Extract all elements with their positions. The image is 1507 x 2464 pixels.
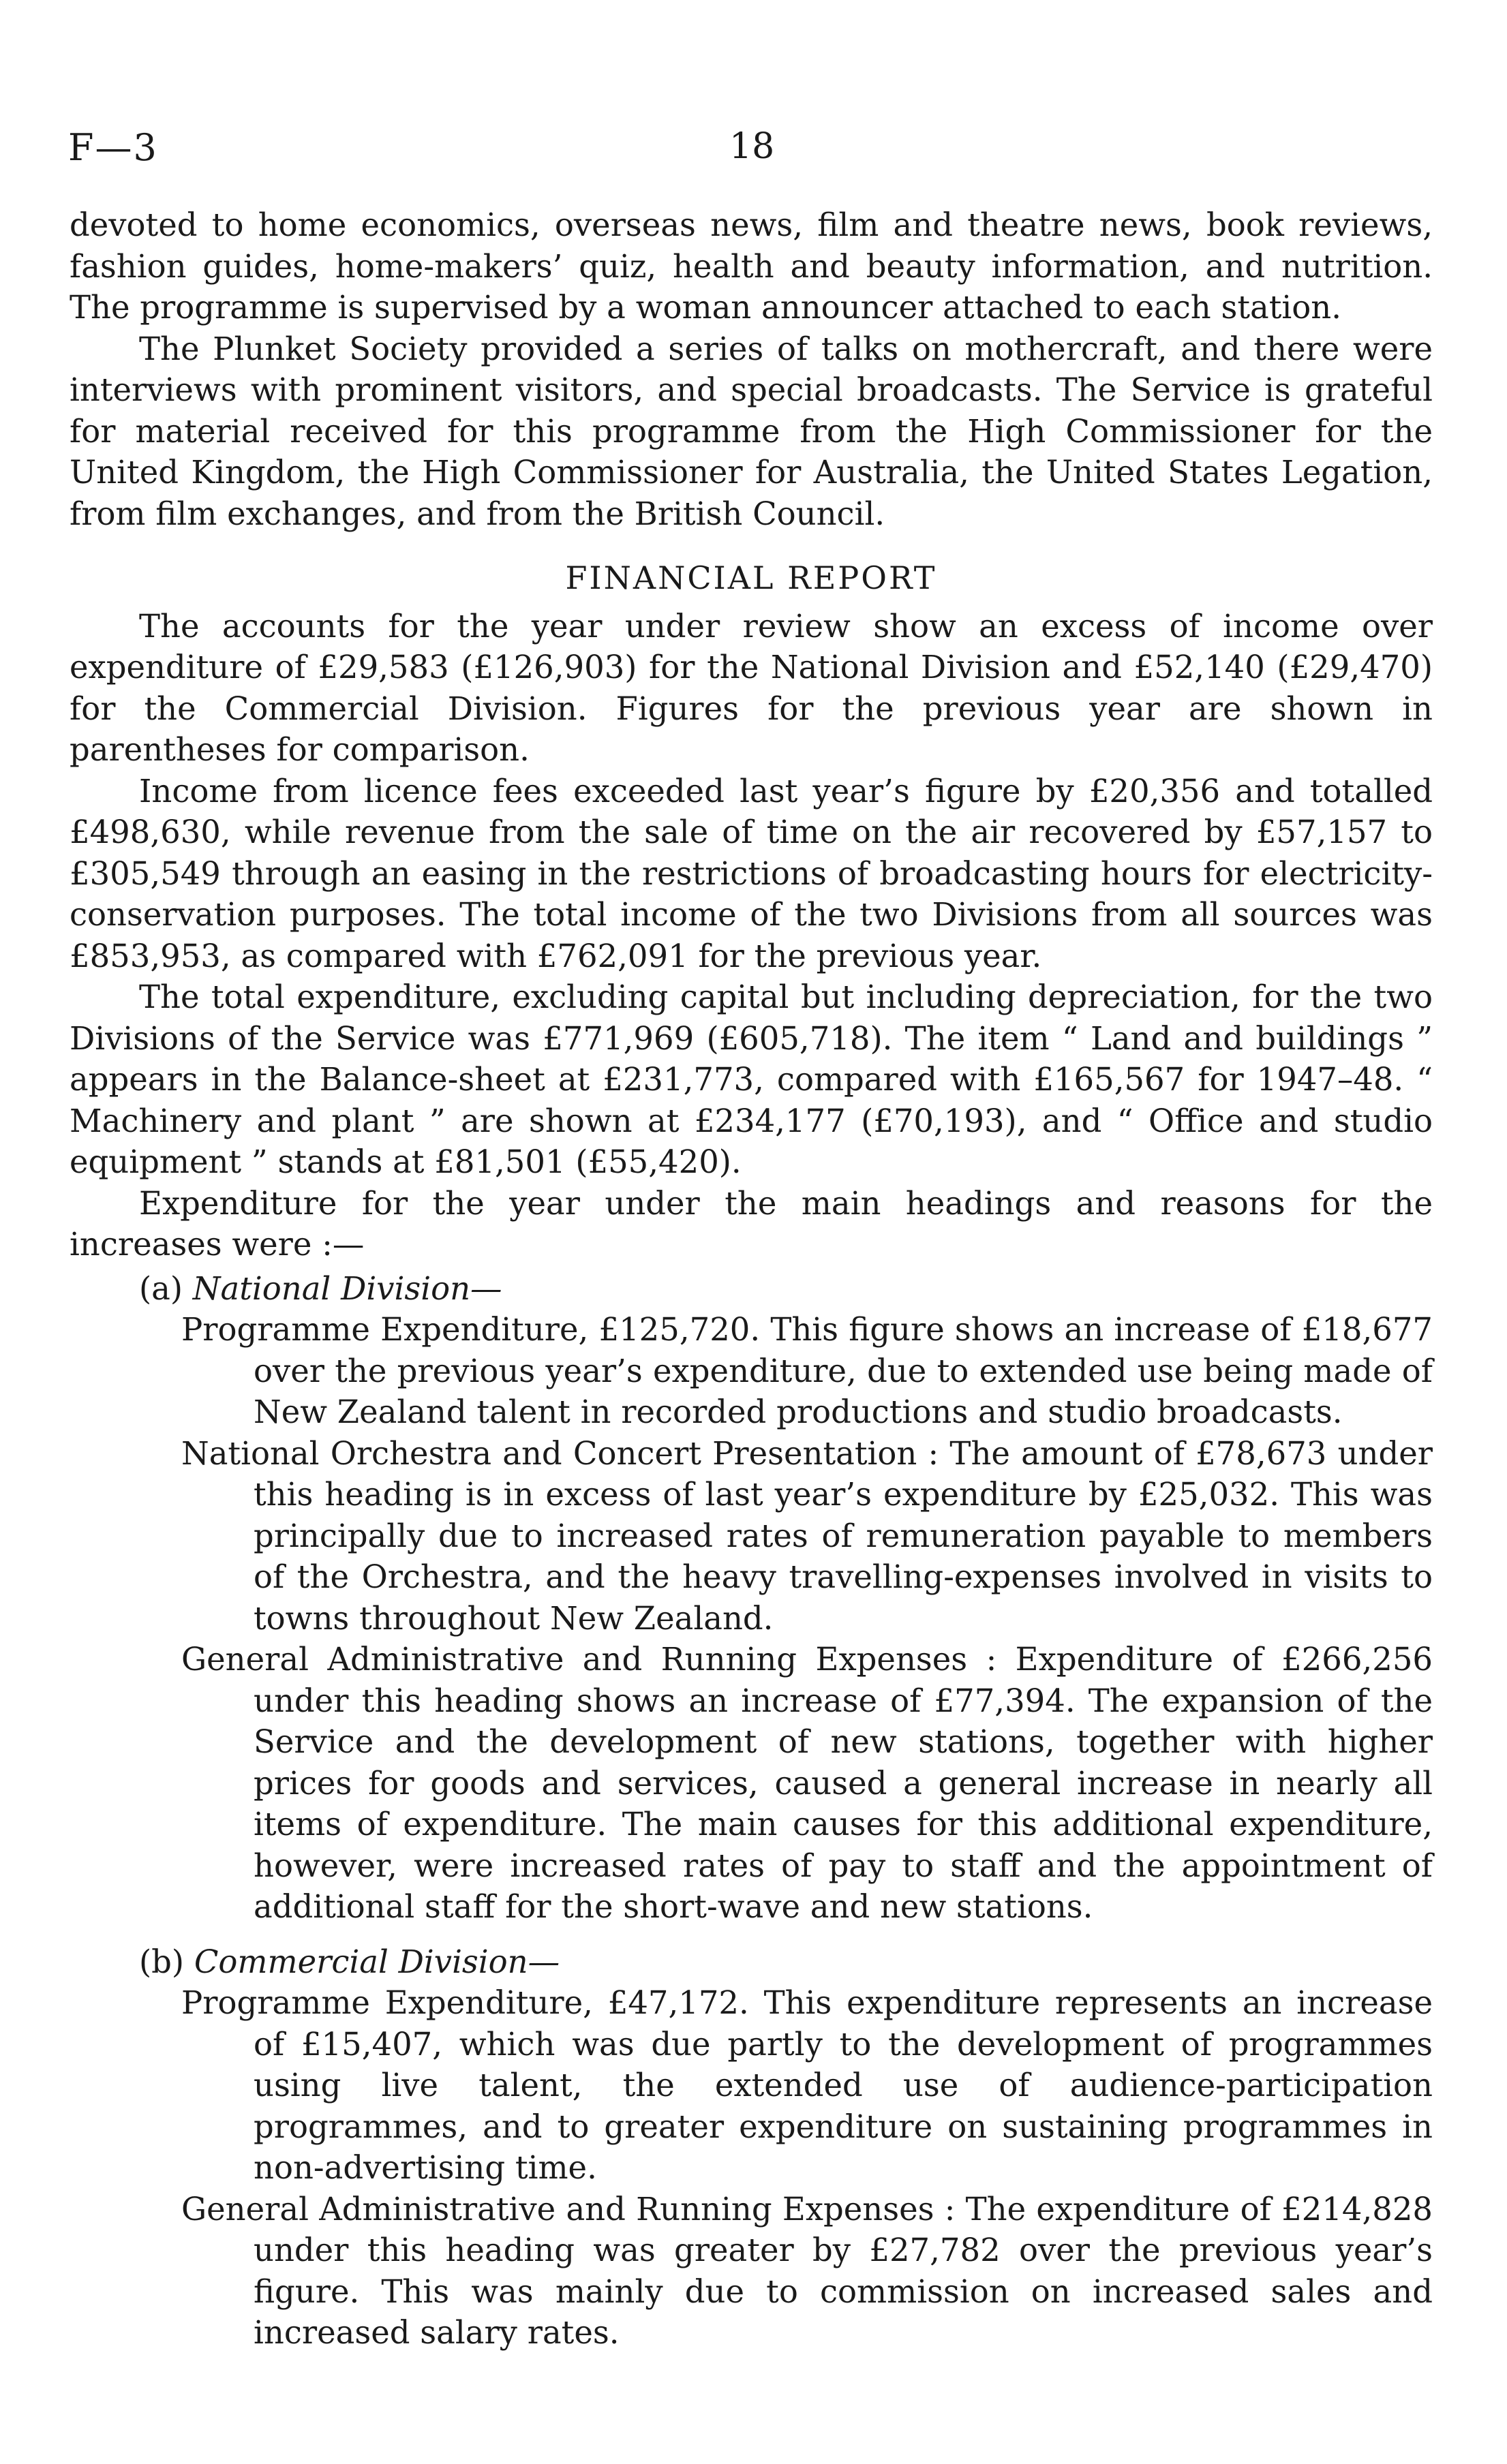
paragraph-plunket: The Plunket Society provided a series of talks on mothercraft, and there were interviews with prominent visitors, and special broadcasts. The Service is grateful for material received for this programme from the High Commissioner for the United Kingdom, the High Commissioner for Australia, the United States Legation, from film exchanges, and from the British Council. bbox=[70, 330, 1433, 532]
paragraph-income: Income from licence fees exceeded last year’s figure by £20,356 and totalled £498,630, while revenue from the sale of time on the air recovered by £57,157 to £305,549 through an easing in the restrictions of broadcasting hours for electricity-conservation purposes. The total income of the two Divisions from all sources was £853,953, as compared with £762,091 for the previous year. bbox=[70, 772, 1433, 974]
division-label: Commercial Division— bbox=[194, 1943, 560, 1980]
national-item-orchestra: National Orchestra and Concert Presentation : The amount of £78,673 under this heading is in excess of last year’s expenditure by £25,032. This was principally due to increased rates of remuneration payable to members of the Orchestra, and the heavy travelling-expenses involved in visits to towns throughout New Zealand. bbox=[181, 1434, 1433, 1637]
commercial-item-administrative: General Administrative and Running Expenses : The expenditure of £214,828 under this heading was greater by £27,782 over the previous year’s figure. This was mainly due to commission on increased sales and increased salary rates. bbox=[181, 2190, 1433, 2351]
division-marker: (a) bbox=[139, 1269, 183, 1307]
national-item-administrative: General Administrative and Running Expenses : Expenditure of £266,256 under this heading shows an increase of £77,394. The expansion of the Service and the development of new stations, together with higher prices for goods and services, caused a general increase in nearly all items of expenditure. The main causes for this additional expenditure, however, were increased rates of pay to staff and the appointment of additional staff for the short-wave and new stations. bbox=[181, 1641, 1433, 1925]
document-body bbox=[70, 204, 1433, 2354]
paragraph-main-headings: Expenditure for the year under the main headings and reasons for the increases were :— bbox=[70, 1184, 1433, 1263]
commercial-item-programme: Programme Expenditure, £47,172. This expenditure represents an increase of £15,407, which was due partly to the development of programmes using live talent, the extended use of audience-participation programmes, and to greater expenditure on sustaining programmes in non-advertising time. bbox=[181, 1984, 1433, 2186]
paragraph-continuation: devoted to home economics, overseas news, film and theatre news, book reviews, fashion guides, home-makers’ quiz, health and beauty information, and nutrition. The programme is supervised by a woman announcer attached to each station. bbox=[70, 206, 1433, 326]
section-heading-financial-report: FINANCIAL REPORT bbox=[565, 559, 937, 596]
paragraph-accounts: The accounts for the year under review show an excess of income over expenditure of £29,583 (£126,903) for the National Division and £52,140 (£29,470) for the Commercial Division. Figures for the previous year are shown in parentheses for comparison. bbox=[70, 607, 1433, 768]
division-marker: (b) bbox=[139, 1943, 185, 1980]
page-number: 18 bbox=[729, 126, 775, 167]
national-item-programme: Programme Expenditure, £125,720. This figure shows an increase of £18,677 over the previous year’s expenditure, due to extended use being made of New Zealand talent in recorded productions and studio broadcasts. bbox=[181, 1311, 1433, 1430]
national-division-heading bbox=[70, 1268, 1433, 1310]
paragraph-expenditure: The total expenditure, excluding capital but including depreciation, for the two Divisions of the Service was £771,969 (£605,718). The item “ Land and buildings ” appears in the Balance-sheet at £231,773, compared with £165,567 for 1947–48. “ Machinery and plant ” are shown at £234,177 (£70,193), and “ Office and studio equipment ” stands at £81,501 (£55,420). bbox=[70, 979, 1433, 1180]
division-label: National Division— bbox=[192, 1269, 502, 1307]
commercial-division-heading bbox=[70, 1941, 1433, 1983]
document-reference: F—3 bbox=[68, 126, 158, 169]
